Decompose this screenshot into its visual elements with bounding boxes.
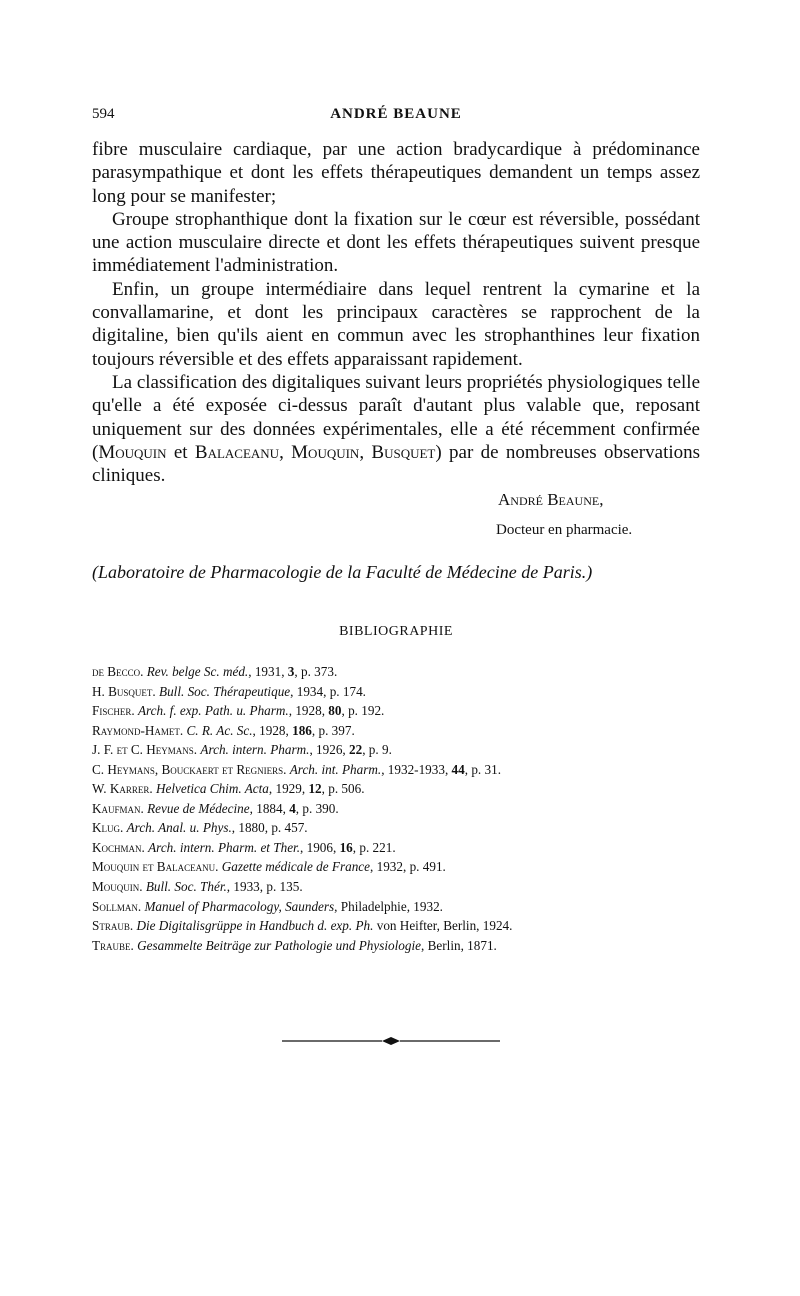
reference-detail: , 1932-1933,	[381, 761, 452, 777]
reference-detail: , 1926,	[309, 742, 349, 758]
reference-journal: Arch. Anal. u. Phys.	[126, 820, 232, 836]
reference-volume: 4	[289, 800, 296, 816]
reference-volume: 80	[328, 703, 342, 719]
reference-item	[92, 740, 712, 760]
reference-journal: Bull. Soc. Thérapeutique	[159, 683, 291, 699]
reference-author: W. Karrer.	[92, 781, 153, 797]
citation-author: Mouquin	[98, 441, 167, 463]
reference-journal: Rev. belge Sc. méd.	[146, 664, 249, 679]
end-ornament	[282, 1034, 500, 1048]
reference-detail: , p. 390.	[295, 800, 339, 816]
reference-item	[92, 916, 712, 936]
signature-title: Docteur en pharmacie.	[496, 522, 633, 538]
reference-detail: , 1931,	[248, 664, 288, 679]
paragraph-4-sep: ,	[359, 441, 372, 463]
reference-author: Mouquin.	[92, 879, 143, 895]
paragraph-2: Groupe strophanthique dont la fixation sur le cœur est réversible, possédant une action musculaire directe et dont les effets thérapeutiques suivent presque immédiatement l'administration.	[92, 208, 700, 277]
reference-journal: Manuel of Pharmacology, Saunders	[144, 898, 335, 914]
reference-detail: , Berlin, 1871.	[421, 937, 497, 953]
reference-volume: 22	[349, 742, 363, 758]
reference-item	[92, 799, 712, 819]
reference-detail: , 1906,	[300, 839, 340, 855]
reference-journal: Gesammelte Beiträge zur Pathologie und Physiologie	[137, 937, 422, 953]
reference-author: J. F. et C. Heymans.	[92, 742, 198, 758]
paragraph-1: fibre musculaire cardiaque, par une action bradycardique à prédominance parasympathique et dont les effets thérapeutiques demandent un temps assez long pour se manifester;	[92, 139, 700, 207]
reference-item	[92, 818, 712, 838]
reference-author: H. Busquet.	[92, 683, 156, 699]
reference-author: Sollman.	[92, 898, 142, 914]
reference-author: Traube.	[92, 937, 134, 953]
paragraph-4-and: et	[166, 441, 195, 463]
ornament-diamond	[382, 1037, 400, 1045]
paragraph-4-text-b: ) par de nombreuses observations cliniques.	[92, 441, 701, 487]
reference-item	[92, 779, 712, 799]
reference-volume: 12	[308, 781, 322, 797]
reference-detail: , 1929,	[268, 781, 309, 797]
citation-author: Mouquin	[291, 441, 360, 463]
reference-detail: von Heifter, Berlin, 1924.	[373, 918, 513, 934]
reference-detail: , p. 192.	[341, 703, 385, 719]
reference-author: Kochman.	[92, 839, 145, 855]
citation-author: Balaceanu	[194, 441, 280, 463]
reference-author: Mouquin et Balaceanu.	[92, 859, 219, 875]
running-head-author: ANDRÉ BEAUNE	[330, 106, 462, 122]
reference-detail: , 1884,	[249, 800, 290, 816]
paragraph-3: Enfin, un groupe intermédiaire dans lequel rentrent la cymarine et la convallamarine, et dont les principaux caractères se rapprochent de la digitaline, bien qu'ils aient en commun avec les strophanthines leur fixation toujours réversible et des effets apparaissant rapidement.	[92, 278, 700, 370]
reference-item	[92, 838, 712, 858]
reference-author: Kaufman.	[92, 800, 144, 816]
reference-author: Raymond-Hamet.	[92, 722, 184, 738]
bibliography-heading: BIBLIOGRAPHIE	[339, 624, 453, 639]
reference-detail: , 1932, p. 491.	[370, 859, 446, 875]
reference-detail: , p. 221.	[352, 839, 396, 855]
reference-item	[92, 857, 712, 877]
reference-detail: , p. 31.	[464, 761, 501, 777]
reference-journal: Arch. intern. Pharm. et Ther.	[148, 839, 301, 855]
reference-volume: 186	[292, 722, 312, 738]
reference-item	[92, 682, 712, 702]
paragraph-4	[92, 371, 700, 487]
reference-item	[92, 760, 712, 780]
reference-item	[92, 701, 712, 721]
reference-journal: Arch. f. exp. Path. u. Pharm.	[137, 703, 289, 719]
page-number: 594	[92, 106, 115, 122]
reference-author: de Becco.	[92, 664, 144, 679]
reference-journal: Bull. Soc. Thér.	[145, 879, 227, 895]
reference-detail: , 1928,	[252, 722, 293, 738]
reference-item	[92, 936, 712, 956]
citation-author: Busquet	[371, 441, 436, 463]
reference-journal: Helvetica Chim. Acta	[155, 781, 269, 797]
paragraph-4-text-a: La classification des digitaliques suivant leurs propriétés physiologiques telle qu'elle a été exposée ci-dessus paraît d'autant plus valable que, reposant uniquement sur des données expérimentales, elle a été récemment confirmée (	[92, 371, 700, 463]
reference-item	[92, 721, 712, 741]
reference-author: Klug.	[92, 820, 124, 836]
reference-volume: 44	[451, 761, 465, 777]
reference-author: Straub.	[92, 918, 134, 934]
reference-volume: 3	[287, 664, 295, 679]
reference-detail: , Philadelphie, 1932.	[334, 898, 443, 914]
reference-journal: Arch. intern. Pharm.	[200, 742, 310, 758]
laboratory-affiliation: (Laboratoire de Pharmacologie de la Faculté de Médecine de Paris.)	[92, 562, 593, 582]
reference-item	[92, 662, 712, 682]
reference-journal: Gazette médicale de France	[221, 859, 371, 875]
reference-detail: , 1933, p. 135.	[226, 879, 303, 895]
reference-author: C. Heymans, Bouckaert et Regniers.	[92, 761, 287, 777]
reference-list	[92, 662, 712, 955]
reference-item	[92, 877, 712, 897]
reference-journal: C. R. Ac. Sc.	[186, 722, 253, 738]
body-text	[92, 138, 700, 487]
reference-journal: Revue de Médecine	[147, 800, 250, 816]
reference-item	[92, 897, 712, 917]
reference-detail: , p. 373.	[294, 664, 338, 679]
reference-journal: Arch. int. Pharm.	[289, 761, 382, 777]
reference-journal: Die Digitalisgrüppe in Handbuch d. exp. Ph.	[136, 918, 374, 934]
reference-detail: , p. 506.	[321, 781, 365, 797]
reference-detail: , 1880, p. 457.	[231, 820, 308, 836]
reference-detail: , 1934, p. 174.	[290, 683, 366, 699]
reference-detail: , p. 397.	[311, 722, 355, 738]
reference-detail: , 1928,	[288, 703, 329, 719]
reference-detail: , p. 9.	[362, 742, 392, 758]
paragraph-4-sep: ,	[279, 441, 292, 463]
signature-name: André Beaune,	[498, 490, 604, 509]
reference-author: Fischer.	[92, 703, 135, 719]
running-head	[92, 106, 700, 128]
reference-volume: 16	[339, 839, 353, 855]
